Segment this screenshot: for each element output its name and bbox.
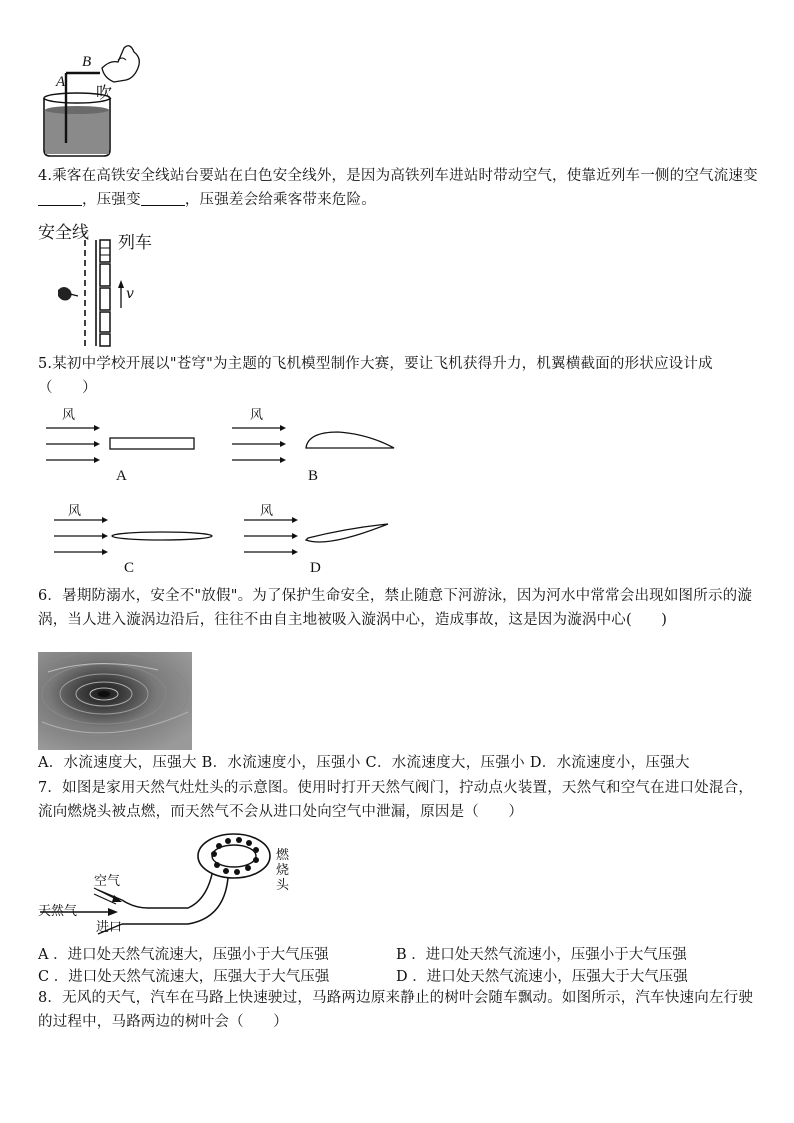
label-burner: 燃烧头: [276, 848, 290, 893]
answer-blank-1: [38, 191, 82, 206]
label-train: 列车: [118, 233, 152, 253]
label-safety-line: 安全线: [38, 223, 89, 243]
option-a-label: A: [116, 468, 127, 484]
wind-label-a: 风: [62, 408, 76, 423]
question-7-option-a: A ．进口处天然气流速大，压强小于大气压强: [38, 947, 329, 963]
label-inlet: 进口: [96, 920, 123, 935]
label-air: 空气: [94, 874, 121, 889]
question-6: 6．暑期防溺水，安全不"放假"。为了保护生命安全，禁止随意下河游泳，因为河水中常常会出现如图所示的漩涡，当人进入漩涡边沿后，往往不由自主地被吸入漩涡中心，造成事故，这是因为漩涡中心( ): [38, 588, 753, 628]
label-a: A: [56, 74, 66, 90]
option-b-label: B: [308, 468, 319, 484]
label-blow: 吹: [96, 83, 113, 102]
straw-beaker-figure: [38, 38, 148, 158]
question-5: 5.某初中学校开展以"苍穹"为主题的飞机模型制作大赛，要让飞机获得升力，机翼横截面的形状应设计成（ ）: [38, 356, 713, 396]
option-d-label: D: [310, 560, 321, 576]
question-8: 8．无风的天气，汽车在马路上快速驶过，马路两边原来静止的树叶会随车飘动。如图所示，汽车快速向左行驶的过程中，马路两边的树叶会（ ）: [38, 990, 754, 1030]
question-7: 7．如图是家用天然气灶灶头的示意图。使用时打开天然气阀门，拧动点火装置，天然气和空气在进口处混合，流向燃烧头被点燃，而天然气不会从进口处向空气中泄漏，原因是（ ）: [38, 780, 754, 820]
wind-label-c: 风: [68, 504, 82, 519]
question-7-option-d: D ．进口处天然气流速小，压强大于大气压强: [396, 969, 688, 985]
label-velocity: v: [126, 286, 134, 302]
answer-blank-2: [141, 191, 185, 206]
question-4: [38, 164, 760, 212]
question-7-option-c: C ．进口处天然气流速大，压强大于大气压强: [38, 969, 330, 985]
whirlpool-photo: [38, 652, 192, 750]
straw-beaker-drawing: [38, 38, 148, 158]
stove-drawing: [38, 828, 308, 938]
question-4-text-1: 4.乘客在高铁安全线站台要站在白色安全线外，是因为高铁列车进站时带动空气，使靠近列车一侧的空气流速变: [38, 168, 758, 184]
train-drawing: [38, 218, 178, 348]
question-4-text-2: ，压强变: [82, 192, 141, 208]
gas-stove-figure: [38, 828, 308, 938]
label-b: B: [82, 54, 92, 70]
label-natural-gas: 天然气: [38, 904, 78, 919]
option-c-label: C: [124, 560, 135, 576]
question-6-options: A．水流速度大，压强大 B．水流速度小，压强小 C．水流速度大，压强小 D．水流速度小，压强大: [38, 755, 690, 771]
wing-options-figure: [38, 404, 408, 580]
wing-drawing: [38, 404, 408, 580]
train-safety-figure: [38, 218, 178, 348]
wind-label-b: 风: [250, 408, 264, 423]
question-7-option-b: B ．进口处天然气流速小，压强小于大气压强: [396, 947, 687, 963]
wind-label-d: 风: [260, 504, 274, 519]
question-4-text-3: ，压强差会给乘客带来危险。: [184, 192, 376, 208]
whirlpool-drawing: [38, 652, 192, 750]
